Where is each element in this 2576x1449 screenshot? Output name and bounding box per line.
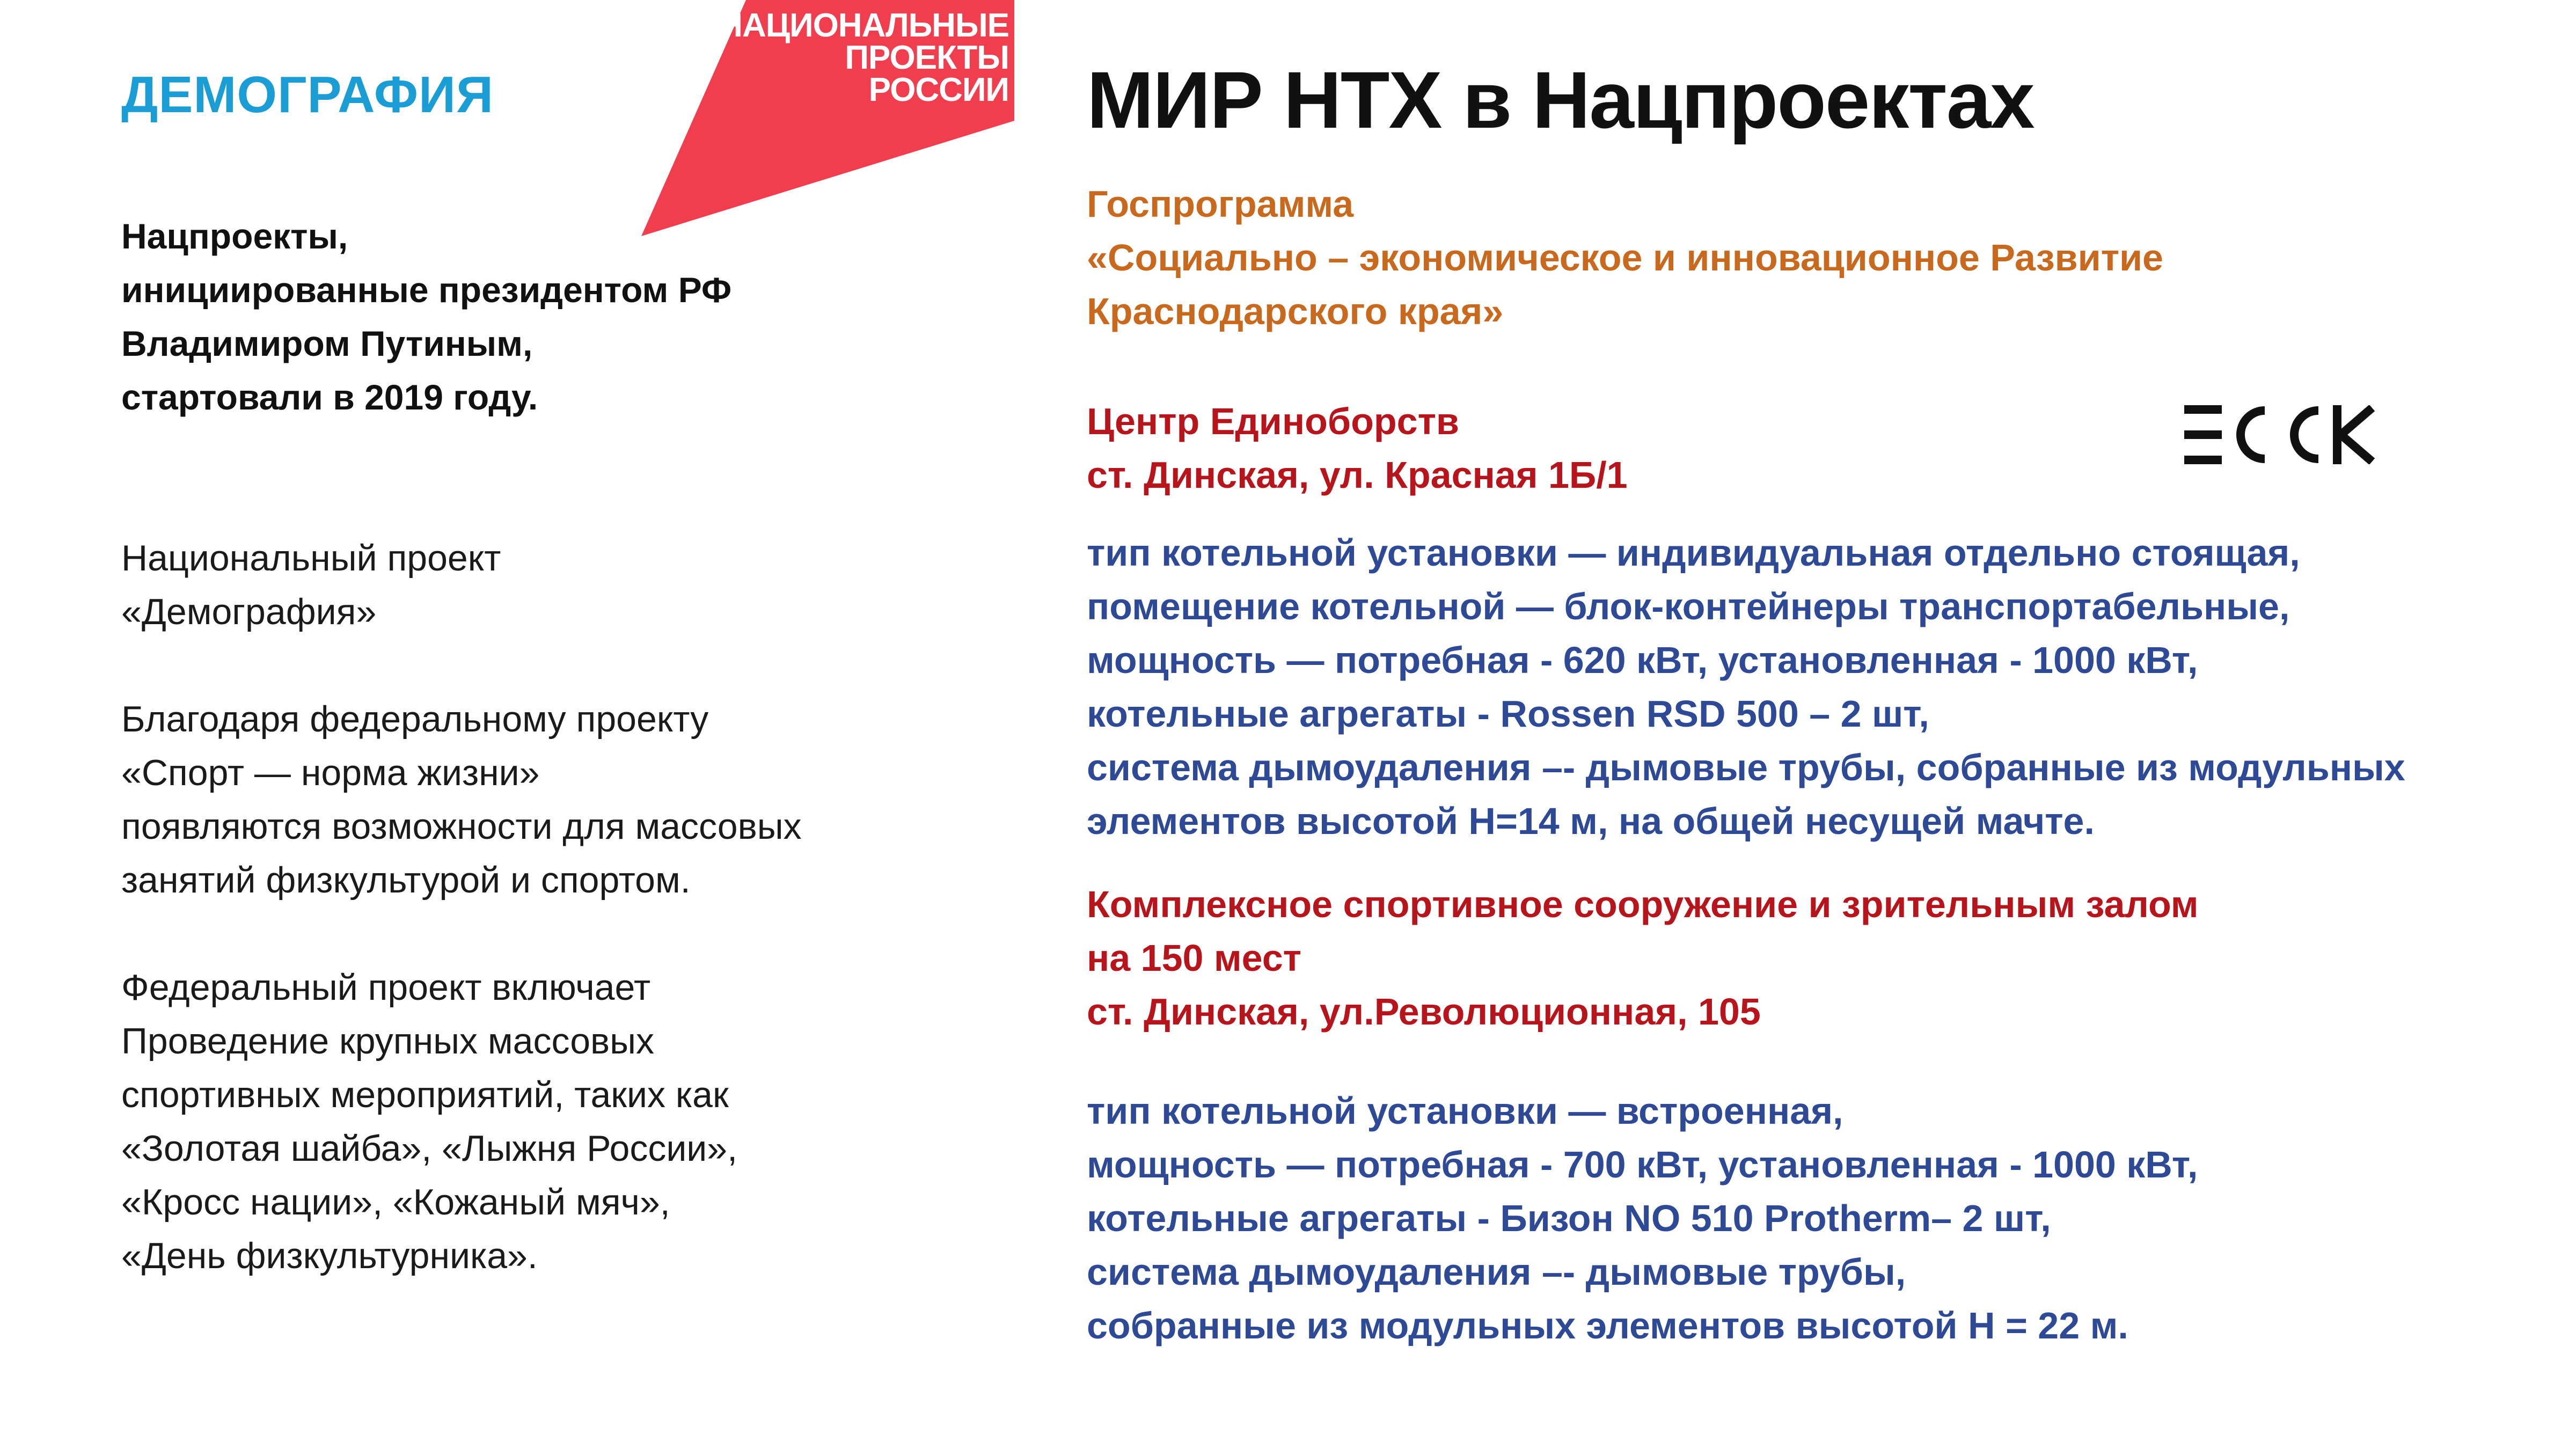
logo-text bbox=[714, 7, 1009, 108]
object2-name bbox=[1087, 877, 2199, 1038]
intro-line: инициированные президентом РФ bbox=[121, 270, 732, 310]
project-line: «Демография» bbox=[121, 591, 377, 632]
object2-spec-line: собранные из модульных элементов высотой Н = 22 м. bbox=[1087, 1305, 2128, 1346]
project-name-text bbox=[121, 531, 980, 639]
object2-specs bbox=[1087, 1084, 2198, 1352]
logo-line: РОССИИ bbox=[868, 71, 1009, 108]
sport-line: Благодаря федеральному проекту bbox=[121, 699, 709, 740]
object2-spec-line: котельные агрегаты - Бизон NO 510 Protherm– 2 шт, bbox=[1087, 1197, 2051, 1239]
events-line: Федеральный проект включает bbox=[121, 967, 651, 1008]
sport-line: занятий физкультурой и спортом. bbox=[121, 860, 691, 901]
object2-spec-line: мощность — потребная - 700 кВт, установленная - 1000 кВт, bbox=[1087, 1144, 2198, 1185]
object2-name-line: Комплексное спортивное сооружение и зрительным залом bbox=[1087, 883, 2199, 925]
page-title: МИР НТХ в Нацпроектах bbox=[1087, 55, 2034, 145]
object2-name-line: на 150 мест bbox=[1087, 937, 1301, 979]
program-text bbox=[1087, 177, 2163, 338]
sport-line: появляются возможности для массовых bbox=[121, 806, 802, 847]
logo-line: НАЦИОНАЛЬНЫЕ bbox=[719, 7, 1009, 44]
program-line: «Социально – экономическое и инновационное Развитие bbox=[1087, 237, 2163, 279]
intro-line: Владимиром Путиным, bbox=[121, 324, 533, 363]
events-line: «Золотая шайба», «Лыжня России», bbox=[121, 1128, 737, 1169]
logo-line: ПРОЕКТЫ bbox=[845, 39, 1009, 76]
sport-line: «Спорт — норма жизни» bbox=[121, 752, 540, 793]
object1-spec-line: мощность — потребная - 620 кВт, установленная - 1000 кВт, bbox=[1087, 639, 2198, 681]
object2-spec-line: тип котельной установки — встроенная, bbox=[1087, 1090, 1843, 1132]
object1-spec-line: тип котельной установки — индивидуальная отдельно стоящая, bbox=[1087, 532, 2300, 574]
events-text bbox=[121, 961, 980, 1283]
object1-spec-line: помещение котельной — блок-контейнеры транспортабельные, bbox=[1087, 586, 2290, 627]
intro-line: стартовали в 2019 году. bbox=[121, 377, 538, 417]
events-line: «Кросс нации», «Кожаный мяч», bbox=[121, 1182, 670, 1223]
events-line: «День физкультурника». bbox=[121, 1235, 538, 1276]
object1-name-line: ст. Динская, ул. Красная 1Б/1 bbox=[1087, 454, 1628, 496]
program-line: Госпрограмма bbox=[1087, 183, 1354, 225]
ssk-logo-icon bbox=[2184, 405, 2410, 464]
intro-line: Нацпроекты, bbox=[121, 216, 348, 256]
program-line: Краснодарского края» bbox=[1087, 290, 1504, 332]
object1-spec-line: элементов высотой Н=14 м, на общей несущей мачте. bbox=[1087, 800, 2095, 842]
object2-name-line: ст. Динская, ул.Революционная, 105 bbox=[1087, 991, 1761, 1033]
events-line: Проведение крупных массовых bbox=[121, 1021, 655, 1062]
object1-specs bbox=[1087, 526, 2405, 848]
sport-text bbox=[121, 692, 980, 907]
object1-name bbox=[1087, 394, 1628, 502]
object1-spec-line: система дымоудаления –- дымовые трубы, собранные из модульных bbox=[1087, 747, 2405, 788]
object2-spec-line: система дымоудаления –- дымовые трубы, bbox=[1087, 1251, 1906, 1293]
object1-spec-line: котельные агрегаты - Rossen RSD 500 – 2 шт, bbox=[1087, 693, 1929, 735]
section-heading: ДЕМОГРАФИЯ bbox=[121, 66, 494, 123]
object1-name-line: Центр Единоборств bbox=[1087, 400, 1459, 442]
project-line: Национальный проект bbox=[121, 538, 501, 579]
events-line: спортивных мероприятий, таких как bbox=[121, 1074, 729, 1115]
